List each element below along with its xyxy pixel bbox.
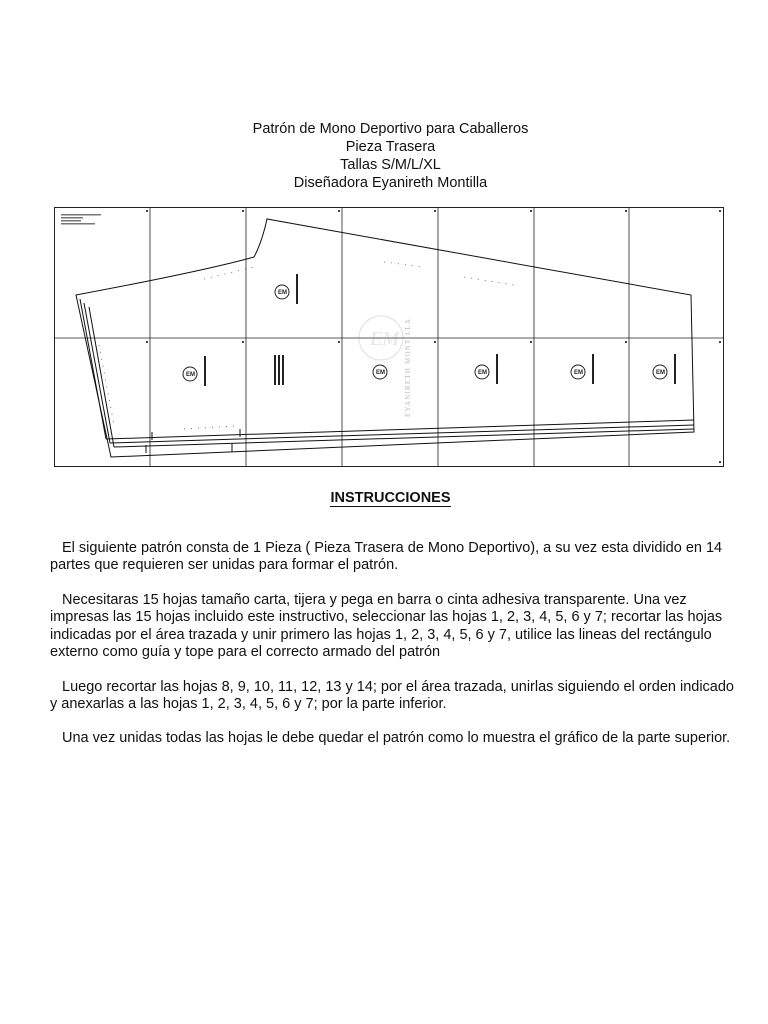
sheet-label-3 [275, 274, 298, 304]
svg-text:EM: EM [574, 370, 583, 376]
sizes-label: Tallas S/M/L/XL [340, 157, 441, 173]
sheet-label-8 [183, 356, 206, 386]
designer-label: Diseñadora Eyanireth Montilla [293, 175, 488, 191]
document-header [0, 120, 768, 192]
watermark-text: EYANIRETH MONTILLA [404, 317, 412, 417]
instruction-paragraph-1: El siguiente patrón consta de 1 Pieza ( Pieza Trasera de Mono Deportivo), a su vez esta dividido en 14 partes que requieren ser unidas para formar el patrón. [50, 539, 723, 573]
pattern-diagram [54, 207, 724, 467]
svg-text:EM: EM [656, 370, 665, 376]
instruction-paragraph-4: Una vez unidas todas las hojas le debe quedar el patrón como lo muestra el gráfico de la parte superior. [62, 729, 731, 746]
svg-text:EM: EM [370, 328, 399, 350]
svg-text:EM: EM [376, 370, 385, 376]
sheet-label-13 [653, 354, 676, 384]
guide-dashes [99, 262, 514, 429]
svg-text:EM: EM [478, 370, 487, 376]
instructions-heading [0, 490, 768, 506]
svg-text:EM: EM [278, 290, 287, 296]
sheet-label-11 [475, 354, 498, 384]
sheet-number-marks [146, 210, 721, 463]
sheet-labels [183, 274, 676, 386]
piece-label: Pieza Trasera [345, 139, 436, 155]
document-title: Patrón de Mono Deportivo para Caballeros [252, 121, 529, 137]
svg-text:EM: EM [186, 372, 195, 378]
instructions-heading-text: INSTRUCCIONES [330, 490, 451, 506]
hem-lines [106, 420, 694, 447]
sheet-label-10 [373, 365, 387, 379]
instruction-paragraph-2: Necesitaras 15 hojas tamaño carta, tijera y pega en barra o cinta adhesiva transparente. Una vez impresas las 15 hojas incluido este instructivo, seleccionar las hojas 1, 2, 3, 4, 5, 6 y 7; recortar las hojas indicadas por el área trazada y unir primero las hojas 1, 2, 3, 4, 5, 6 y 7, utilice las lineas del rectángulo externo como guía y tope para el correcto armado del patrón [50, 591, 723, 660]
sheet-label-12 [571, 354, 594, 384]
corner-note [61, 214, 101, 225]
sheet-label-9 [274, 355, 284, 385]
instruction-paragraph-3: Luego recortar las hojas 8, 9, 10, 11, 12, 13 y 14; por el área trazada, unirlas siguiendo el orden indicado y anexarlas a las hojas 1, 2, 3, 4, 5, 6 y 7; por la parte inferior. [50, 678, 734, 712]
